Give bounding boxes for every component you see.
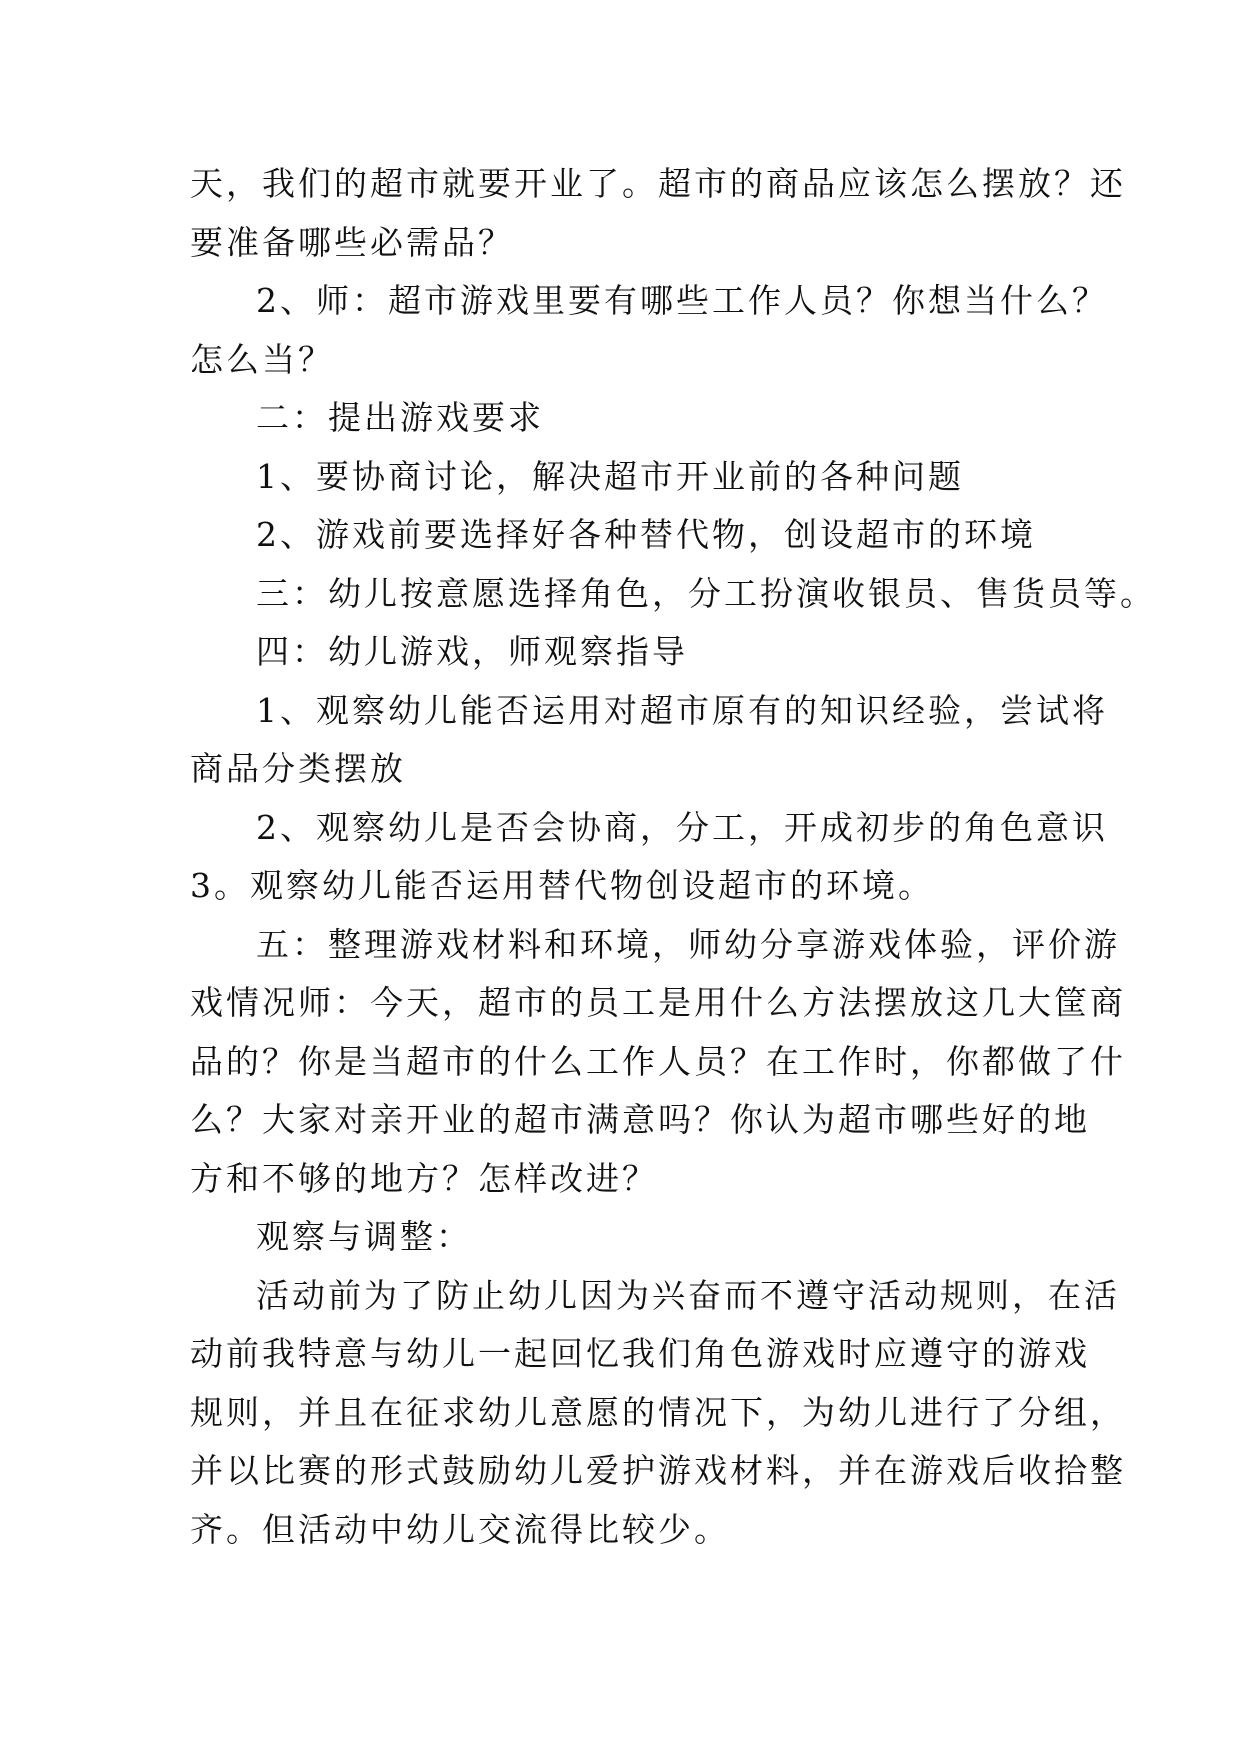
text-line: 规则，并且在征求幼儿意愿的情况下，为幼儿进行了分组， — [190, 1392, 1126, 1432]
text-line: 商品分类摆放 — [190, 749, 406, 788]
text-line: 2、观察幼儿是否会协商，分工，开成初步的角色意识 — [256, 807, 1108, 847]
text-line: 1、要协商讨论，解决超市开业前的各种问题 — [256, 456, 964, 496]
text-line: 观察与调整： — [256, 1217, 472, 1256]
text-line: 2、游戏前要选择好各种替代物，创设超市的环境 — [256, 515, 1036, 554]
text-line: 齐。但活动中幼儿交流得比较少。 — [190, 1509, 730, 1549]
text-line: 活动前为了防止幼儿因为兴奋而不遵守活动规则，在活 — [256, 1275, 1120, 1315]
text-line: 方和不够的地方？怎样改进？ — [190, 1158, 658, 1198]
text-line: 四：幼儿游戏，师观察指导 — [256, 632, 688, 671]
text-line: 3。观察幼儿能否运用替代物创设超市的环境。 — [190, 866, 934, 905]
text-line: 1、观察幼儿能否运用对超市原有的知识经验，尝试将 — [256, 690, 1108, 730]
text-line: 三：幼儿按意愿选择角色，分工扮演收银员、售货员等。 — [256, 573, 1156, 613]
text-line: 2、师：超市游戏里要有哪些工作人员？你想当什么？ — [256, 281, 1108, 320]
document-body — [190, 155, 1156, 1559]
text-line: 并以比赛的形式鼓励幼儿爱护游戏材料，并在游戏后收拾整 — [190, 1451, 1126, 1490]
text-line: 二：提出游戏要求 — [256, 398, 544, 437]
text-line: 么？大家对亲开业的超市满意吗？你认为超市哪些好的地 — [190, 1100, 1090, 1139]
text-line: 戏情况师：今天，超市的员工是用什么方法摆放这几大筐商 — [190, 983, 1126, 1022]
text-line: 动前我特意与幼儿一起回忆我们角色游戏时应遵守的游戏 — [190, 1334, 1090, 1373]
text-line: 要准备哪些必需品？ — [190, 222, 514, 262]
text-line: 天，我们的超市就要开业了。超市的商品应该怎么摆放？还 — [190, 164, 1126, 203]
text-line: 怎么当？ — [190, 339, 334, 379]
text-line: 五：整理游戏材料和环境，师幼分享游戏体验，评价游 — [256, 924, 1120, 964]
text-line: 品的？你是当超市的什么工作人员？在工作时，你都做了什 — [190, 1041, 1126, 1081]
